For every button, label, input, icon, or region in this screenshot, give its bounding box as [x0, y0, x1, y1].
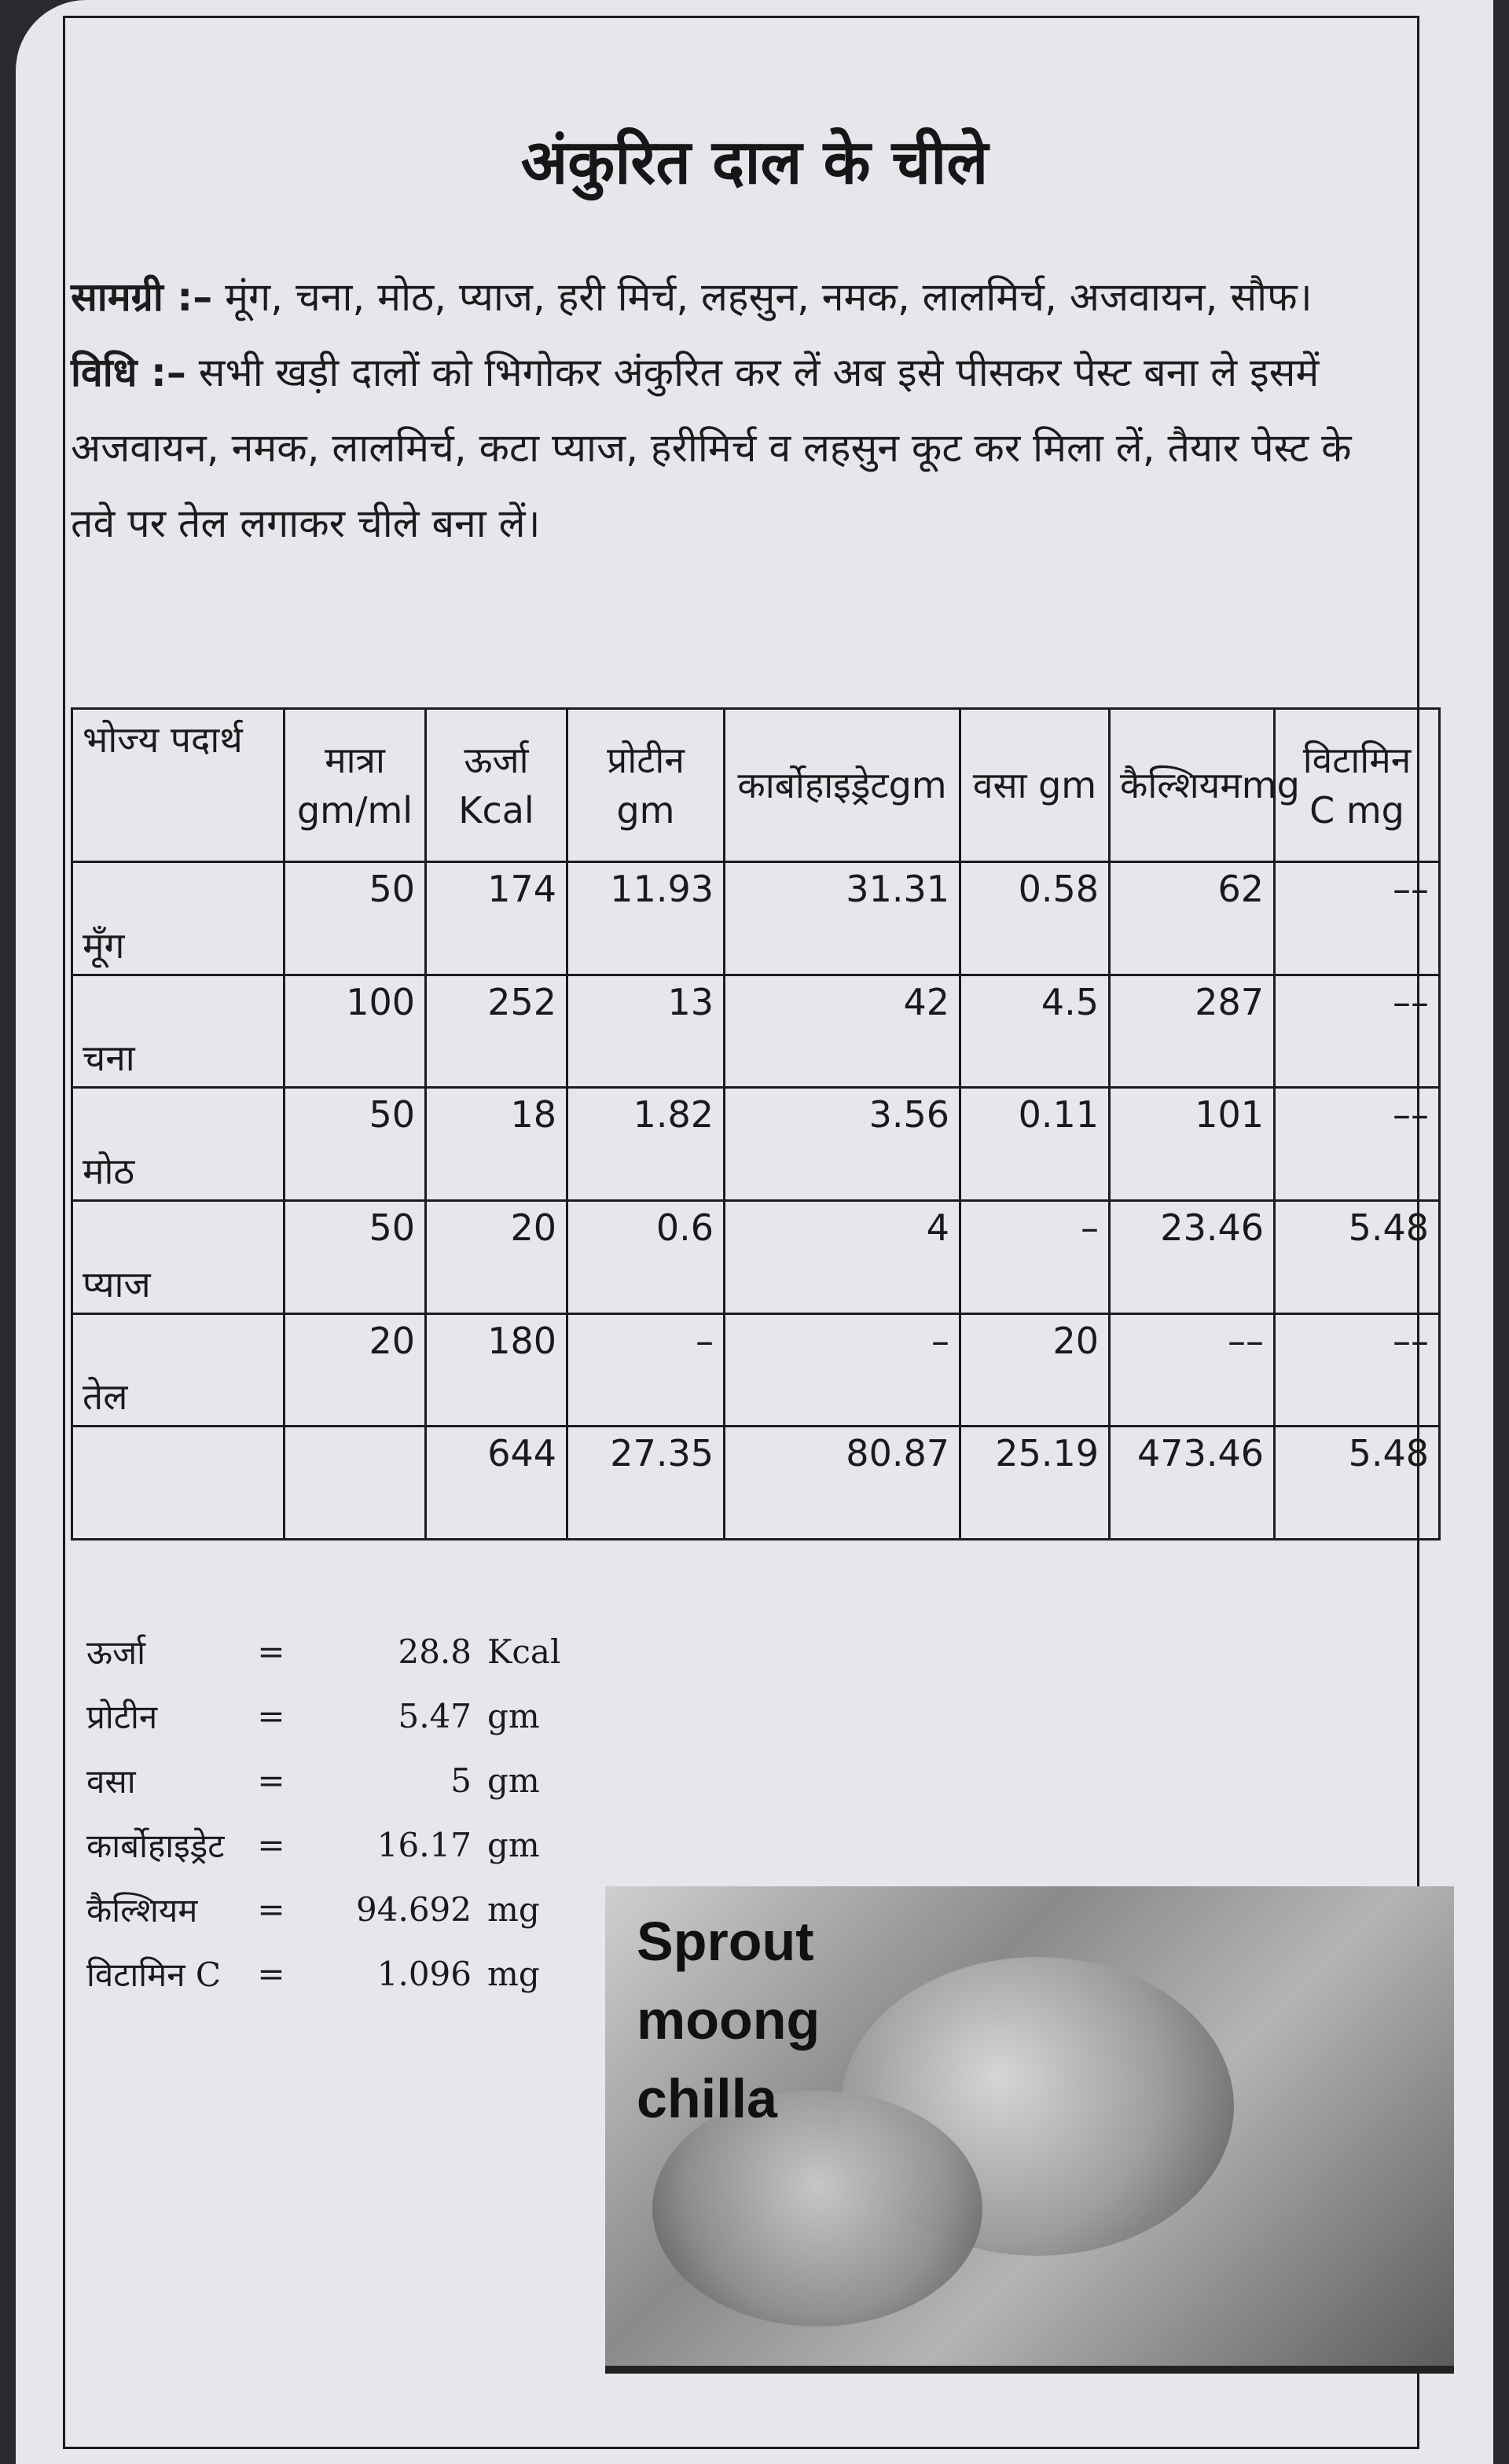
- summary-unit: gm: [487, 1825, 540, 1864]
- cell-vitamin-c: 5.48: [1275, 1200, 1440, 1313]
- chilla-photo: [605, 1886, 1454, 2374]
- summary-value: 1.096: [376, 1954, 472, 1993]
- summary-eq: =: [257, 1632, 285, 1671]
- method-text: सभी खड़ी दालों को भिगोकर अंकुरित कर लें अब इसे पीसकर पेस्ट बना ले इसमें अजवायन, नमक, लालमिर्च, कटा प्याज, हरीमिर्च व लहसुन कूट कर मिला लें, तैयार पेस्ट के तवे पर तेल लगाकर चीले बना लें।: [71, 350, 1352, 546]
- cell-energy: 20: [426, 1200, 567, 1313]
- total-vitamin-c: 5.48: [1275, 1427, 1440, 1540]
- header-food: भोज्य पदार्थ: [72, 709, 285, 862]
- cell-food: प्याज: [72, 1200, 285, 1313]
- header-protein: प्रोटीन gm: [567, 709, 725, 862]
- summary-row: [86, 1684, 560, 1748]
- summary-key: वसा: [86, 1761, 136, 1801]
- ingredients-text: मूंग, चना, मोठ, प्याज, हरी मिर्च, लहसुन, नमक, लालमिर्च, अजवायन, सौफ।: [225, 274, 1313, 320]
- summary-row: [86, 1812, 560, 1877]
- cell-quantity: 100: [285, 975, 426, 1088]
- nutrition-table: [71, 707, 1441, 1540]
- table-row: [72, 1088, 1440, 1201]
- summary-eq: =: [257, 1696, 285, 1735]
- cell-energy: 180: [426, 1313, 567, 1427]
- total-calcium: 473.46: [1110, 1427, 1275, 1540]
- photo-caption-line: chilla: [637, 2068, 777, 2129]
- summary-eq: =: [257, 1889, 285, 1929]
- total-carbohydrate: 80.87: [725, 1427, 960, 1540]
- per-serving-summary: [86, 1619, 560, 2006]
- table-row: [72, 1313, 1440, 1427]
- cell-food: [72, 1427, 285, 1540]
- cell-protein: –: [567, 1313, 725, 1427]
- photo-caption-line: Sprout: [637, 1911, 814, 1972]
- header-vitamin-c: विटामिन C mg: [1275, 709, 1440, 862]
- cell-quantity: 50: [285, 1088, 426, 1201]
- cell-food: चना: [72, 975, 285, 1088]
- summary-key: प्रोटीन: [86, 1697, 158, 1736]
- photo-caption-line: moong: [637, 1989, 821, 2051]
- cell-quantity: 20: [285, 1313, 426, 1427]
- cell-food: मूँग: [72, 862, 285, 975]
- ingredients-label: सामग्री :–: [71, 274, 213, 320]
- cell-protein: 13: [567, 975, 725, 1088]
- cell-vitamin-c: ––: [1275, 975, 1440, 1088]
- summary-value: 16.17: [376, 1825, 472, 1864]
- cell-carbohydrate: 4: [725, 1200, 960, 1313]
- recipe-title: अंकुरित दाल के चीले: [520, 127, 989, 198]
- cell-carbohydrate: –: [725, 1313, 960, 1427]
- book-page: [16, 0, 1493, 2464]
- header-energy: ऊर्जा Kcal: [426, 709, 567, 862]
- summary-eq: =: [257, 1954, 285, 1993]
- summary-key: कार्बोहाइड्रेट: [86, 1826, 225, 1865]
- summary-eq: =: [257, 1825, 285, 1864]
- cell-protein: 11.93: [567, 862, 725, 975]
- cell-quantity: 50: [285, 862, 426, 975]
- summary-unit: Kcal: [487, 1632, 561, 1671]
- total-fat: 25.19: [960, 1427, 1110, 1540]
- cell-carbohydrate: 31.31: [725, 862, 960, 975]
- summary-key: विटामिन C: [86, 1955, 222, 1994]
- summary-row: [86, 1619, 560, 1684]
- photo-caption: [637, 1902, 820, 2138]
- total-protein: 27.35: [567, 1427, 725, 1540]
- summary-row: [86, 1941, 560, 2006]
- table-total-row: [72, 1427, 1440, 1540]
- summary-unit: mg: [487, 1954, 540, 1993]
- cell-carbohydrate: 3.56: [725, 1088, 960, 1201]
- cell-calcium: 287: [1110, 975, 1275, 1088]
- cell-food: मोठ: [72, 1088, 285, 1201]
- header-fat: वसा gm: [960, 709, 1110, 862]
- summary-eq: =: [257, 1761, 285, 1800]
- table-row: [72, 975, 1440, 1088]
- cell-energy: 18: [426, 1088, 567, 1201]
- cell-vitamin-c: ––: [1275, 862, 1440, 975]
- cell-protein: 1.82: [567, 1088, 725, 1201]
- header-quantity: मात्रा gm/ml: [285, 709, 426, 862]
- summary-key: कैल्शियम: [86, 1890, 198, 1930]
- summary-row: [86, 1877, 560, 1941]
- cell-carbohydrate: 42: [725, 975, 960, 1088]
- cell-protein: 0.6: [567, 1200, 725, 1313]
- header-calcium: कैल्शियमmg: [1110, 709, 1275, 862]
- summary-unit: gm: [487, 1761, 540, 1800]
- summary-value: 28.8: [398, 1632, 472, 1671]
- cell-calcium: 62: [1110, 862, 1275, 975]
- cell-calcium: 101: [1110, 1088, 1275, 1201]
- summary-value: 5: [450, 1761, 472, 1800]
- method-label: विधि :–: [71, 350, 186, 395]
- summary-key: ऊर्जा: [86, 1632, 146, 1672]
- cell-energy: 174: [426, 862, 567, 975]
- cell-calcium: ––: [1110, 1313, 1275, 1427]
- cell-fat: 20: [960, 1313, 1110, 1427]
- header-carbohydrate: कार्बोहाइड्रेटgm: [725, 709, 960, 862]
- summary-value: 94.692: [356, 1889, 472, 1929]
- cell-vitamin-c: ––: [1275, 1088, 1440, 1201]
- cell-fat: –: [960, 1200, 1110, 1313]
- cell-fat: 0.11: [960, 1088, 1110, 1201]
- cell-energy: 252: [426, 975, 567, 1088]
- cell-calcium: 23.46: [1110, 1200, 1275, 1313]
- summary-unit: gm: [487, 1696, 540, 1735]
- cell-fat: 4.5: [960, 975, 1110, 1088]
- table-row: [72, 862, 1440, 975]
- cell-food: तेल: [72, 1313, 285, 1427]
- cell-vitamin-c: ––: [1275, 1313, 1440, 1427]
- cell-quantity: [285, 1427, 426, 1540]
- table-header-row: [72, 709, 1440, 862]
- cell-quantity: 50: [285, 1200, 426, 1313]
- summary-unit: mg: [487, 1889, 540, 1929]
- summary-row: [86, 1748, 560, 1812]
- table-row: [72, 1200, 1440, 1313]
- summary-value: 5.47: [398, 1696, 472, 1735]
- total-energy: 644: [426, 1427, 567, 1540]
- cell-fat: 0.58: [960, 862, 1110, 975]
- recipe-text: [71, 259, 1407, 561]
